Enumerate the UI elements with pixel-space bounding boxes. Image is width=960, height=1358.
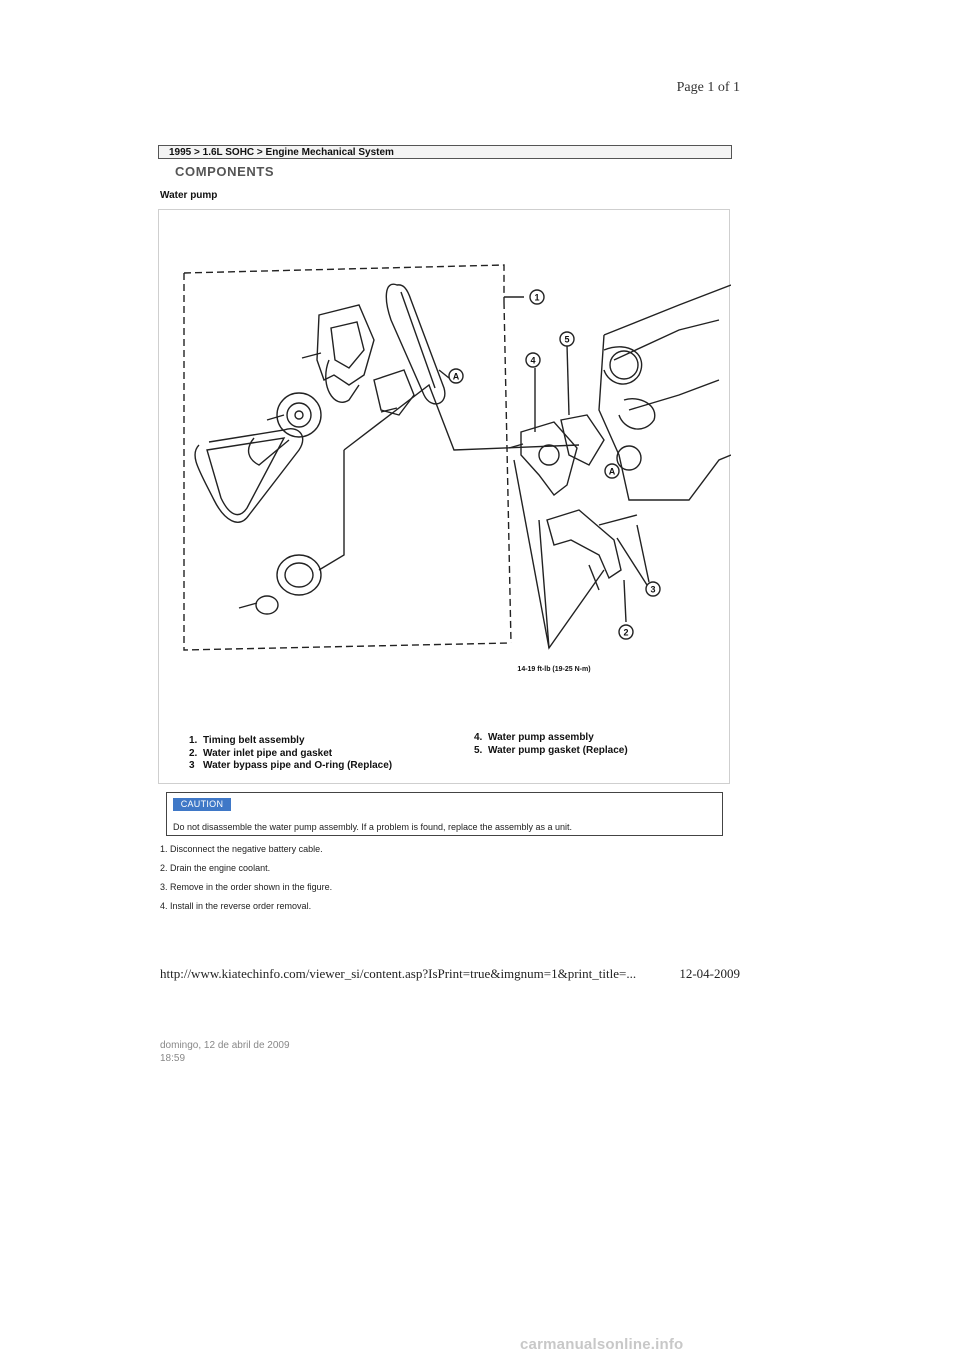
list-item: 2. Drain the engine coolant.: [160, 863, 271, 873]
leader-line-3: [617, 525, 649, 585]
caution-badge: CAUTION: [173, 798, 231, 811]
crankshaft-sprocket: [617, 446, 641, 470]
exploded-view-illustration: [159, 210, 731, 785]
pulley-bolt: [239, 603, 257, 608]
legend-item: 4. Water pump assembly: [474, 732, 594, 743]
pulley-flange: [256, 596, 278, 614]
leader-line-2: [624, 580, 626, 622]
note-time: 18:59: [160, 1053, 186, 1064]
inlet-bolt: [589, 565, 599, 590]
source-url: http://www.kiatechinfo.com/viewer_si/content.asp?IsPrint=true&imgnum=1&print_title=...: [160, 966, 637, 981]
callout-1: 1: [534, 292, 540, 303]
callout-3: 3: [650, 584, 656, 595]
dashed-enclosure-right: [504, 302, 511, 643]
water-pump-diagram: [158, 209, 730, 784]
print-date: 12-04-2009: [679, 966, 740, 981]
callout-2: 2: [623, 627, 629, 638]
torque-leader-lines: [514, 460, 604, 648]
leader-line-5: [567, 345, 569, 415]
callout-4: 4: [530, 355, 536, 366]
note-date: domingo, 12 de abril de 2009: [160, 1040, 290, 1051]
callout-5: 5: [564, 334, 570, 345]
water-pump-pulley: [277, 555, 321, 595]
list-item: 4. Install in the reverse order removal.: [160, 901, 312, 911]
footer: [160, 966, 740, 982]
caution-text: Do not disassemble the water pump assembly. If a problem is found, replace the assembly as a unit.: [173, 822, 573, 832]
caution-box: [166, 792, 723, 836]
list-item: 1. Disconnect the negative battery cable.: [160, 844, 323, 854]
legend-left: [189, 735, 392, 773]
legend-item: 2. Water inlet pipe and gasket: [189, 747, 333, 759]
callout-a-right: A: [608, 466, 616, 477]
timing-belt: [386, 284, 445, 404]
water-pump: [521, 422, 577, 495]
legend-item: 1. Timing belt assembly: [189, 735, 305, 746]
legend-item: 3 Water bypass pipe and O-ring (Replace): [189, 760, 393, 771]
bypass-pipe: [599, 515, 637, 525]
legend-item: 5. Water pump gasket (Replace): [474, 744, 628, 756]
watermark: carmanualsonline.info: [520, 1336, 684, 1353]
dashed-enclosure-top: [184, 265, 504, 302]
mounting-bolts: [267, 353, 397, 420]
water-inlet-pipe: [547, 510, 621, 578]
figure-title: Water pump: [160, 190, 218, 201]
section-title: COMPONENTS: [175, 164, 275, 179]
torque-spec: 14-19 ft-lb (19-25 N-m): [517, 666, 591, 673]
legend-right: [474, 732, 628, 757]
procedure-steps: [160, 843, 332, 919]
callout-a-left: A: [452, 371, 460, 382]
page-counter: Page 1 of 1: [676, 80, 740, 95]
dashed-enclosure-left-bottom: [184, 273, 509, 650]
breadcrumb: 1995 > 1.6L SOHC > Engine Mechanical System: [158, 145, 732, 159]
leader-line-assembly: [344, 385, 579, 450]
list-item: 3. Remove in the order shown in the figure.: [160, 882, 333, 892]
water-pump-gasket: [561, 415, 604, 465]
